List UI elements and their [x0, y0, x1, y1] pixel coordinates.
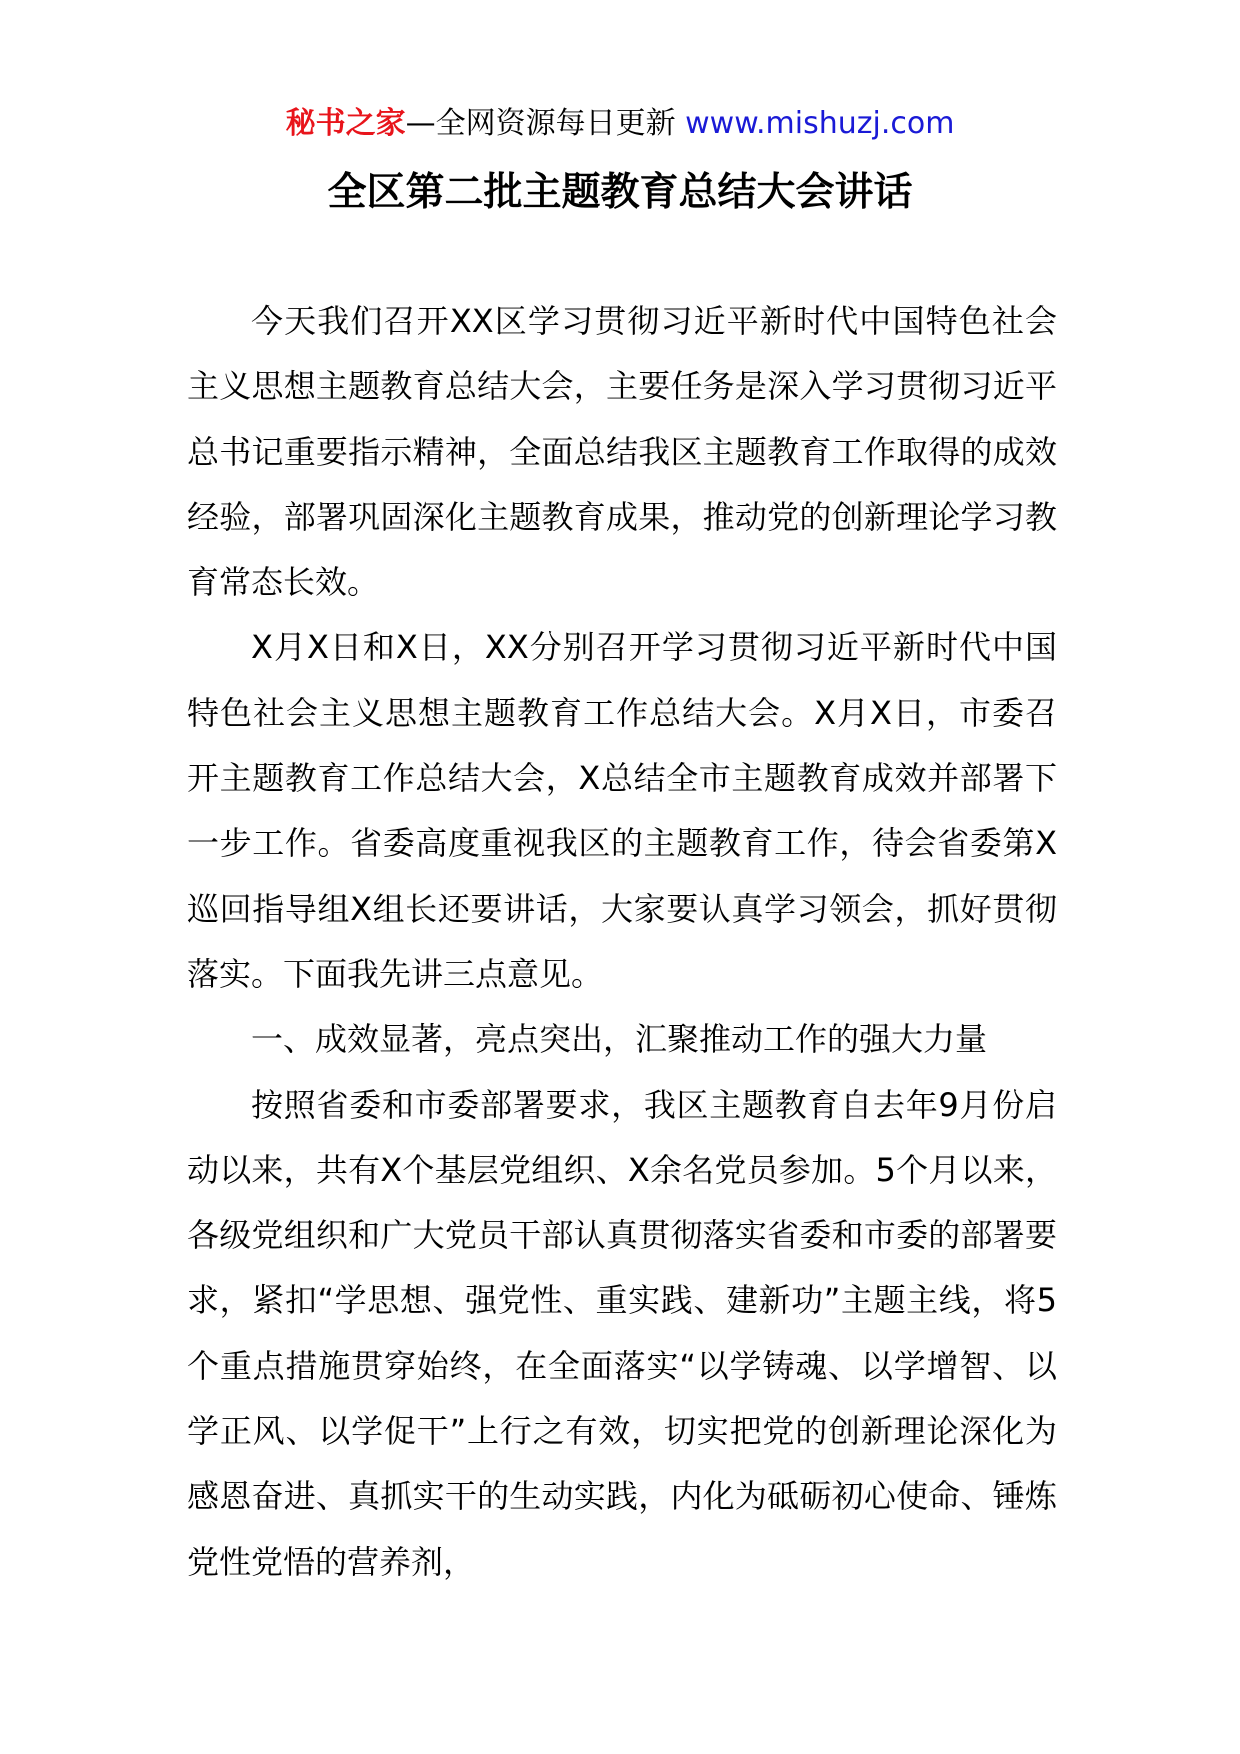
document-body [187, 289, 1057, 1595]
paragraph-achievements: 按照省委和市委部署要求，我区主题教育自去年9月份启动以来，共有X个基层党组织、X余名党员参加。5个月以来，各级党组织和广大党员干部认真贯彻落实省委和市委的部署要求，紧扣“学思想、强党性、重实践、建新功”主题主线，将5个重点措施贯穿始终，在全面落实“以学铸魂、以学增智、以学正风、以学促干”上行之有效，切实把党的创新理论深化为感恩奋进、真抓实干的生动实践，内化为砥砺初心使命、锤炼党性党悟的营养剂， [187, 1085, 1057, 1581]
document-title: 全区第二批主题教育总结大会讲话 [327, 170, 913, 215]
site-url-link[interactable]: www.mishuzj.com [685, 106, 955, 141]
paragraph-background: X月X日和X日，XX分别召开学习贯彻习近平新时代中国特色社会主义思想主题教育工作总结大会。X月X日，市委召开主题教育工作总结大会，X总结全市主题教育成效并部署下一步工作。省委高度重视我区的主题教育工作，待会省委第X巡回指导组X组长还要讲话，大家要认真学习领会，抓好贯彻落实。下面我先讲三点意见。 [187, 628, 1057, 993]
brand-name: 秘书之家 [285, 106, 406, 141]
paragraph-intro: 今天我们召开XX区学习贯彻习近平新时代中国特色社会主义思想主题教育总结大会，主要任务是深入学习贯彻习近平总书记重要指示精神，全面总结我区主题教育工作取得的成效经验，部署巩固深化主题教育成果，推动党的创新理论学习教育常态长效。 [187, 302, 1057, 602]
site-banner [0, 104, 1240, 144]
section-heading-1: 一、成效显著，亮点突出，汇聚推动工作的强大力量 [251, 1020, 988, 1059]
banner-slogan: —全网资源每日更新 [405, 106, 676, 141]
